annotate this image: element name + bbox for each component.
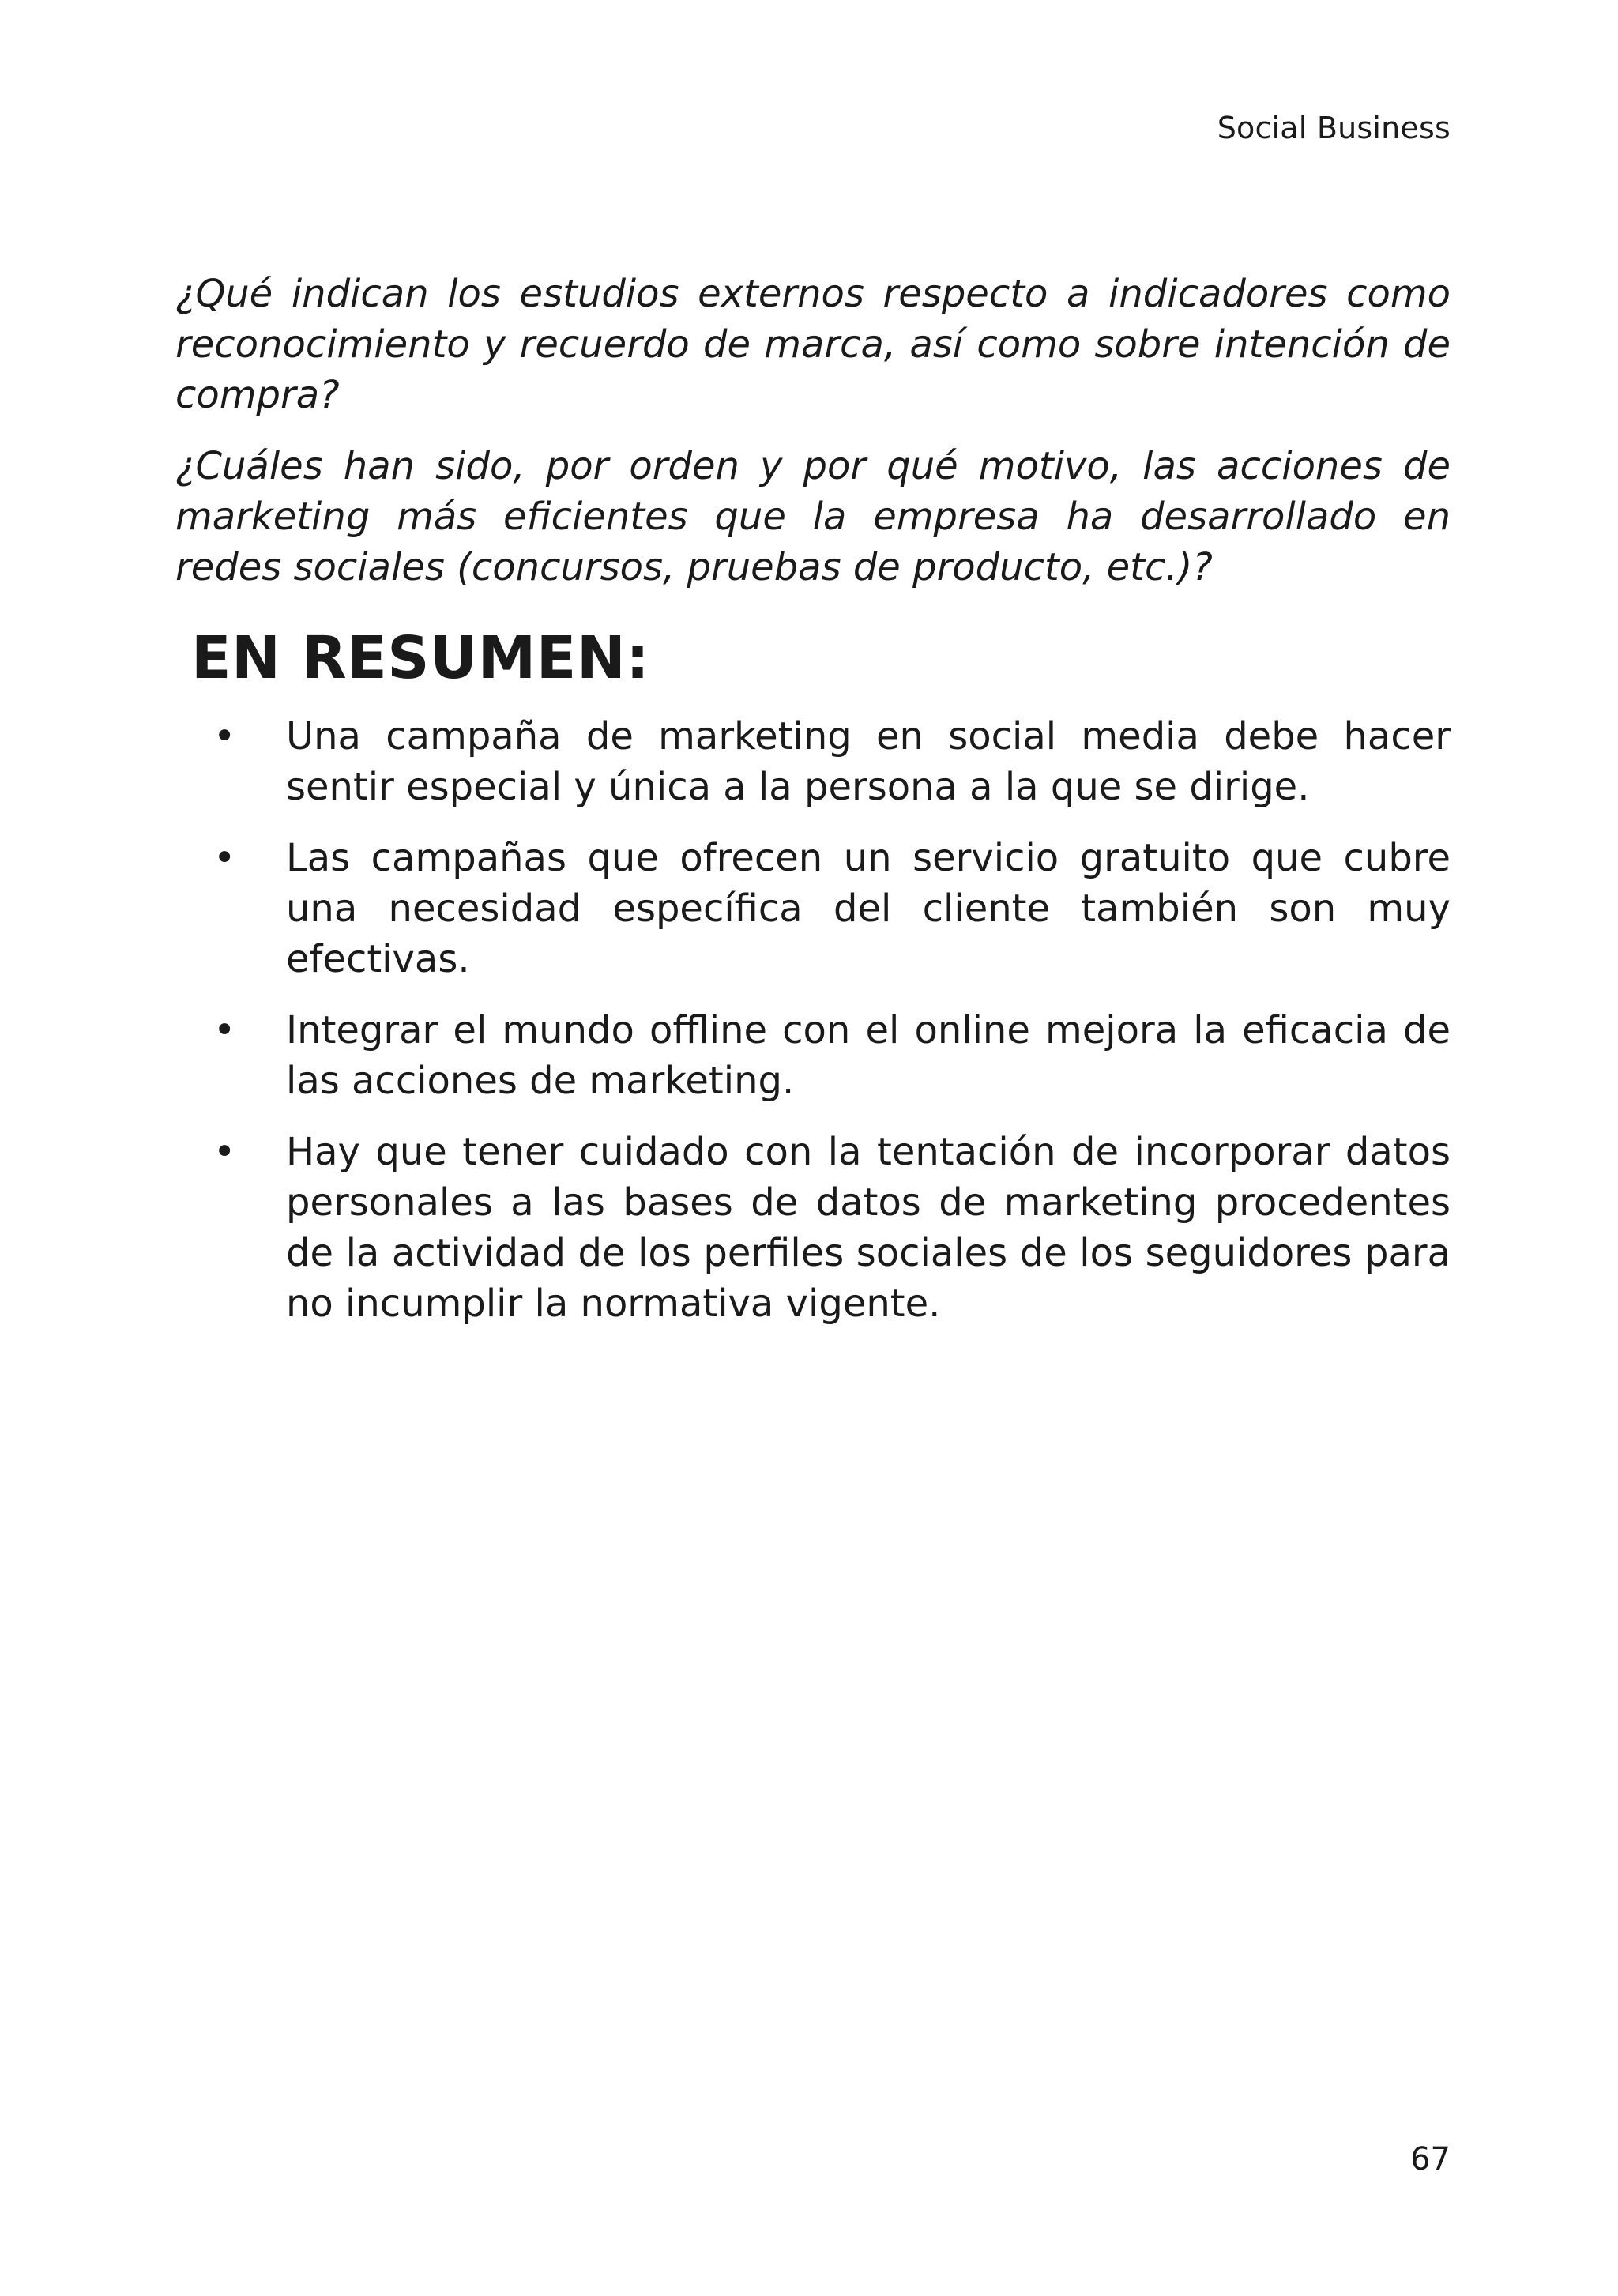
question-paragraph: ¿Cuáles han sido, por orden y por qué motivo, las acciones de marketing más eficientes que la empresa ha desarrollado en redes sociales (concursos, pruebas de producto, etc.)? [175,444,1451,589]
summary-list-item [191,711,1451,812]
summary-list-item [191,1005,1451,1106]
summary-item-text: Una campaña de marketing en social media debe hacer sentir especial y única a la persona a la que se dirige. [286,714,1451,809]
summary-item-text: Las campañas que ofrecen un servicio gratuito que cubre una necesidad específica del cliente también son muy efectivas. [286,836,1451,981]
bullet-icon: • [213,1008,236,1052]
bullet-icon: • [213,836,236,880]
summary-item-text: Integrar el mundo offline con el online mejora la eficacia de las acciones de marketing. [286,1008,1451,1103]
summary-list [191,711,1451,1349]
page-number: 67 [1410,2141,1451,2177]
summary-list-item [191,1127,1451,1329]
questions-block [175,269,1451,613]
bullet-icon: • [213,714,236,758]
summary-item-text: Hay que tener cuidado con la tentación de incorporar datos personales a las bases de datos de marketing procedentes de la actividad de los perfiles sociales de los seguidores para no incumplir la normativa vigente. [286,1130,1451,1326]
summary-list-item [191,833,1451,984]
running-header: Social Business [1217,111,1451,145]
bullet-icon: • [213,1130,236,1174]
question-paragraph: ¿Qué indican los estudios externos respecto a indicadores como reconocimiento y recuerdo de marca, así como sobre intención de compra? [175,272,1451,417]
summary-heading: EN RESUMEN: [191,624,650,692]
